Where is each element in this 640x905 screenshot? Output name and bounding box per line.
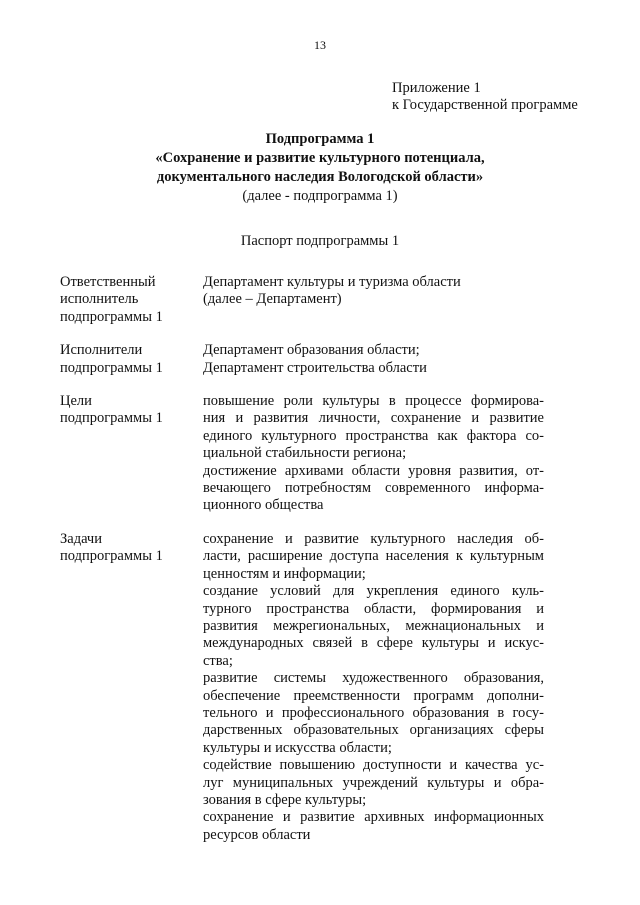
row-value-line: ционного общества — [203, 497, 324, 514]
passport-table — [60, 274, 544, 858]
row-label-line: исполнитель — [60, 291, 139, 308]
title-line-2: «Сохранение и развитие культурного потенциала, — [155, 150, 485, 166]
row-value-line: зования в сфере культуры; — [203, 791, 367, 808]
passport-row-goals — [60, 393, 544, 515]
row-label — [60, 274, 203, 326]
passport-heading: Паспорт подпрограммы 1 — [240, 233, 400, 249]
row-label-line: подпрограммы 1 — [60, 548, 163, 565]
appendix-line-2: к Государственной программе — [392, 97, 578, 113]
row-value — [203, 342, 544, 377]
appendix-note — [392, 80, 578, 114]
row-value — [203, 393, 544, 515]
row-value-line: ства; — [203, 652, 233, 669]
passport-row-tasks — [60, 531, 544, 844]
row-value-line: содействие повышению доступности и качества ус- — [203, 757, 544, 774]
row-label-line: Цели — [60, 393, 92, 410]
title-line-1: Подпрограмма 1 — [265, 131, 375, 147]
row-value-line: международных связей в сфере культуры и искус- — [203, 635, 544, 652]
row-value-line: циальной стабильности региона; — [203, 445, 407, 462]
row-value — [203, 531, 544, 844]
row-value-line: повышение роли культуры в процессе формирова- — [203, 393, 544, 410]
row-value-line: культуры и искусства области; — [203, 739, 392, 756]
row-value-line: Департамент образования области; — [203, 342, 420, 359]
row-value-line: ния и развития личности, сохранение и развитие — [203, 410, 544, 427]
row-value-line: достижение архивами области уровня развития, от- — [203, 462, 544, 479]
row-value-line: развитие системы художественного образования, — [203, 670, 544, 687]
row-value-line: создание условий для укрепления единого куль- — [203, 583, 544, 600]
row-label — [60, 342, 203, 377]
page-number: 13 — [314, 38, 326, 52]
title-line-4: (далее - подпрограмма 1) — [242, 188, 398, 204]
row-value-line: (далее – Департамент) — [203, 291, 342, 308]
row-value-line: турного пространства области, формирования и — [203, 600, 544, 617]
row-value-line: единого культурного пространства как фактора со- — [203, 427, 544, 444]
row-value-line: тельного и профессионального образования в госу- — [203, 704, 544, 721]
row-value-line: сохранение и развитие архивных информационных — [203, 809, 544, 826]
row-value-line: сохранение и развитие культурного наследия об- — [203, 530, 544, 547]
row-value-line: ценностям и информации; — [203, 565, 366, 582]
row-label-line: Исполнители — [60, 342, 143, 359]
title-line-3: документального наследия Вологодской области» — [156, 169, 484, 185]
row-label-line: подпрограммы 1 — [60, 308, 163, 325]
row-label — [60, 531, 203, 844]
row-label-line: Задачи — [60, 530, 102, 547]
row-value-line: обеспечение преемственности программ дополни- — [203, 687, 544, 704]
appendix-line-1: Приложение 1 — [392, 80, 481, 96]
row-value-line: Департамент культуры и туризма области — [203, 274, 461, 290]
row-value-line: вечающего потребностям современного информа- — [203, 480, 544, 497]
passport-row-responsible-executor — [60, 274, 544, 326]
row-value-line: дарственных образовательных организациях сферы — [203, 722, 544, 739]
row-value — [203, 274, 544, 326]
row-label-line: подпрограммы 1 — [60, 359, 163, 376]
row-label-line: Ответственный — [60, 274, 156, 290]
passport-row-executors — [60, 342, 544, 377]
row-value-line: ресурсов области — [203, 826, 311, 843]
row-label-line: подпрограммы 1 — [60, 410, 163, 427]
row-value-line: ласти, расширение доступа населения к культурным — [203, 548, 544, 565]
row-value-line: развития межрегиональных, межнациональных и — [203, 617, 544, 634]
subprogram-title — [0, 130, 640, 206]
row-value-line: Департамент строительства области — [203, 359, 427, 376]
row-label — [60, 393, 203, 515]
row-value-line: луг муниципальных учреждений культуры и обра- — [203, 774, 544, 791]
